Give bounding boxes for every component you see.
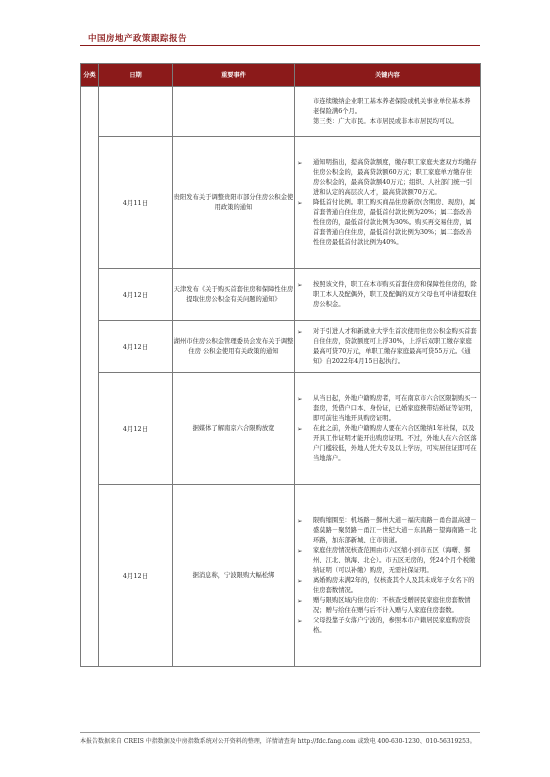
key-points-list (295, 394, 480, 464)
key-content-cell (295, 321, 481, 373)
event-cell: 据媒体了解南京六合限购放宽 (173, 373, 295, 485)
column-header-date: 日期 (99, 64, 173, 87)
list-item: ➢ 父母投靠子女落户宁波的，参照本市户籍居民家庭购房资格。 (295, 616, 480, 636)
list-item: ➢ 限购缩圈至：机场路－鄞州大道－福庆南路－甬台温高速－盛莫路－聚贤路－甬江－世纪大道－东昌路－望海南路－北环路，加东部新城、庄市街道。 (295, 516, 480, 546)
table-row (81, 321, 481, 373)
policy-table (80, 63, 481, 667)
table-row (81, 485, 481, 667)
list-item: ➢ 对于引进人才和新就业大学生首次使用住房公积金购买首套自住住房，贷款额度可上浮30%，上浮后双职工缴存家庭最高可贷70万元，单职工缴存家庭最高可贷55万元。《通知》自2022年4月15日起执行。 (295, 327, 480, 367)
date-cell: 4月12日 (99, 269, 173, 321)
key-points-list (295, 516, 480, 636)
key-content-text: 市连续缴纳企业职工基本养老保险或机关事业单位基本养老保险满6个月。 (313, 97, 471, 115)
table-header-row (81, 64, 481, 87)
list-item: ➢ 家庭住房情况核查范围由市六区缩小到市五区（海曙、鄞州、江北、镇海、北仑）。市五区无房的，凭24个月个税缴纳证明（可以补缴）购房，无需社保证明。 (295, 546, 480, 576)
event-cell: 贵阳发布关于调整贵阳市部分住房公积金使用政策的通知 (173, 137, 295, 269)
list-item: ➢ 降低首付比例。职工购买商品住房新房(含期房、现房)，属首套普通自住住房，最低首付款比例为20%；属二套改善性住房的，最低首付款比例为30%。购买再交易住房，属首套普通自住住房，最低首付款比例为30%；属二套改善性住房最低首付款比例为40%。 (295, 198, 480, 248)
key-points-list (295, 327, 480, 367)
date-cell: 4月12日 (99, 485, 173, 667)
date-cell: 4月12日 (99, 373, 173, 485)
table-row (81, 269, 481, 321)
key-content-text: 第三类：广大市民。本市居民或非本市居民均可以。 (313, 117, 458, 125)
key-content-cell (295, 373, 481, 485)
category-cell (81, 87, 99, 667)
date-cell: 4月11日 (99, 137, 173, 269)
footer-divider (80, 732, 480, 733)
key-content-cell (295, 137, 481, 269)
event-cell: 湖州市住房公积金管理委员会发布关于调整住房 公积金使用有关政策的通知 (173, 321, 295, 373)
column-header-category: 分类 (81, 64, 99, 87)
report-header-title: 中国房地产政策跟踪报告 (88, 34, 188, 44)
event-cell (173, 87, 295, 137)
key-content-cell (295, 485, 481, 667)
key-content-cell (295, 87, 481, 137)
list-item: ➢ 在此之前，外地户籍购房人要在六合区缴纳1年社保，以及开具工作证明才能开出购房证明。不过，外地人在六合区落户门槛较低，外地人凭大专及以上学历，可实居住证即可在当地落户。 (295, 424, 480, 464)
table-row (81, 87, 481, 137)
date-cell: 4月12日 (99, 321, 173, 373)
table-row (81, 373, 481, 485)
list-item: ➢ 从当日起，外地户籍购房者，可在南京市六合区限制购买一套房，凭借户口本、身份证，已婚家庭携带结婚证等证明，即可前往当地开具购房证明。 (295, 394, 480, 424)
key-points-list (295, 158, 480, 248)
footer-disclaimer: 本报告数据来自 CREIS 中指数据及中房指数系统对公开资料的整理，详情请查询 http://fdc.fang.com 或致电 400-630-1230、010-56319253。 (80, 738, 476, 745)
table-row (81, 137, 481, 269)
list-item: ➢ 通知明指出，提高贷款额度，缴存职工家庭夫妻双方均缴存住房公积金的，最高贷款额60万元；职工家庭单方缴存住房公积金的，最高贷款额40万元；组织、人社部门统一引进和认定的高层次人才，最高贷款额70万元。 (295, 158, 480, 198)
key-points-list (295, 280, 480, 310)
list-item: ➢ 按照该文件，职工在本市购买首套住房和保障性住房的，除职工本人及配偶外，职工及配偶的双方父母也可申请提取住房公积金。 (295, 280, 480, 310)
list-item: ➢ 离婚购房未满2年的，仅核查其个人及其未成年子女名下的住房套数情况。 (295, 576, 480, 596)
list-item: ➢ 赠与限购区域内住房的：不核查受赠居民家庭住房套数情况；赠与给住在赠与后不计入赠与人家庭住房套数。 (295, 596, 480, 616)
date-cell (99, 87, 173, 137)
column-header-key-content: 关键内容 (295, 64, 481, 87)
column-header-event: 重要事件 (173, 64, 295, 87)
event-cell: 天津发布《关于购买首套住房和保障性住房提取住房公积金有关问题的通知》 (173, 269, 295, 321)
header-divider (80, 45, 480, 46)
event-cell: 据消息称，宁波限购大幅松绑 (173, 485, 295, 667)
key-content-cell (295, 269, 481, 321)
